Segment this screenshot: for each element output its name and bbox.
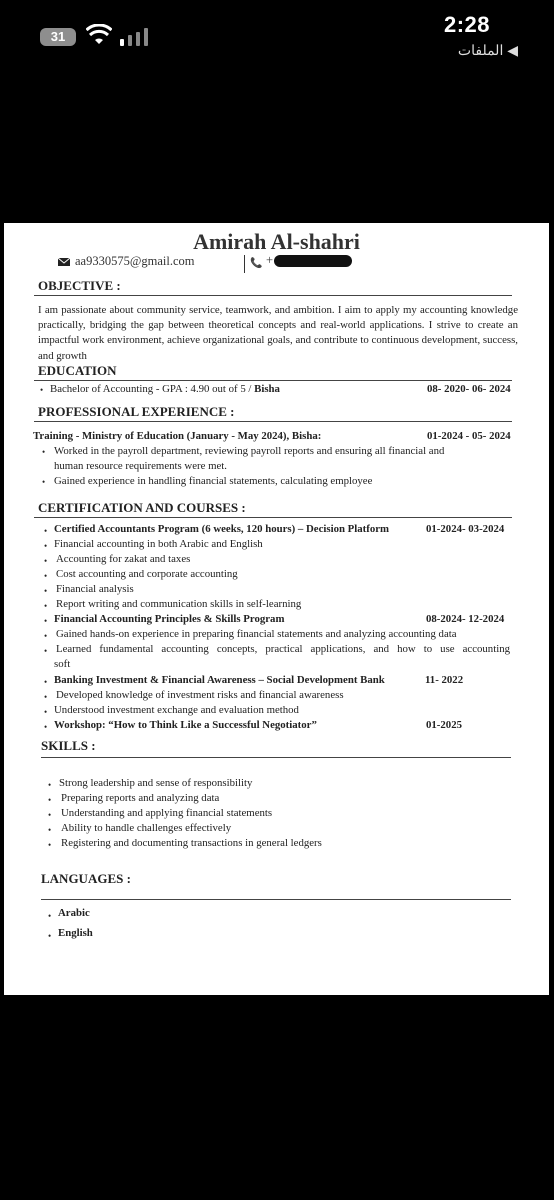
course-2-item-cont: soft xyxy=(54,658,71,670)
course-3-item: Understood investment exchange and evaluation method xyxy=(54,704,299,716)
experience-title: Training - Ministry of Education (January - May 2024), Bisha: xyxy=(33,430,322,442)
resume-name: Amirah Al-shahri xyxy=(193,229,360,254)
viewer-background xyxy=(0,995,554,1200)
languages-heading: LANGUAGES : xyxy=(41,871,131,886)
bullet: • xyxy=(44,677,48,687)
course-3-item: Developed knowledge of investment risks and financial awareness xyxy=(56,689,344,701)
experience-bullet-1: Worked in the payroll department, reviewing payroll reports and ensuring all financial and xyxy=(54,445,445,457)
course-4-date: 01-2025 xyxy=(426,719,462,731)
language-item: English xyxy=(58,927,93,939)
experience-date: 01-2024 - 05- 2024 xyxy=(427,430,511,442)
skill-item: Preparing reports and analyzing data xyxy=(61,792,220,804)
objective-heading: OBJECTIVE : xyxy=(38,278,121,293)
cellular-signal-icon xyxy=(120,28,150,46)
bullet: • xyxy=(44,541,48,551)
contact-divider xyxy=(244,255,245,273)
wifi-icon xyxy=(86,24,112,46)
bullet: • xyxy=(44,571,48,581)
course-2-date: 08-2024- 12-2024 xyxy=(426,613,505,625)
education-heading: EDUCATION xyxy=(38,363,117,378)
email-address[interactable]: aa9330575@gmail.com xyxy=(75,254,195,268)
bullet: • xyxy=(44,707,48,717)
bullet: • xyxy=(48,810,52,820)
bullet: • xyxy=(48,780,52,790)
objective-rule xyxy=(34,295,512,296)
certifications-rule xyxy=(34,517,512,518)
clock: 2:28 xyxy=(443,12,490,37)
resume-document xyxy=(4,223,549,995)
skill-item: Understanding and applying financial statements xyxy=(61,807,273,819)
bullet: • xyxy=(42,477,46,487)
redacted-phone-number xyxy=(274,255,352,267)
phone-prefix: + xyxy=(266,253,274,267)
bullet: • xyxy=(40,385,44,395)
experience-rule xyxy=(34,421,512,422)
education-date: 08- 2020- 06- 2024 xyxy=(427,383,511,395)
mail-icon xyxy=(58,258,70,266)
course-2-title: Financial Accounting Principles & Skills Program xyxy=(54,613,285,625)
skill-item: Strong leadership and sense of responsibility xyxy=(59,777,253,789)
status-bar xyxy=(0,0,554,70)
course-1-item: Report writing and communication skills in self-learning xyxy=(56,598,302,610)
battery-indicator: 31 xyxy=(40,28,76,46)
bullet: • xyxy=(42,447,46,457)
bullet: • xyxy=(44,556,48,566)
language-item: Arabic xyxy=(58,907,90,919)
bullet: • xyxy=(48,825,52,835)
back-to-files-link[interactable]: ◀ الملفات xyxy=(457,42,518,58)
education-rule xyxy=(34,380,512,381)
bullet: • xyxy=(44,646,48,656)
course-1-item: Cost accounting and corporate accounting xyxy=(56,568,238,580)
course-2-item: Gained hands-on experience in preparing financial statements and analyzing accounting data xyxy=(56,628,457,640)
experience-bullet-1-cont: human resource requirements were met. xyxy=(54,460,227,472)
bullet: • xyxy=(48,840,52,850)
skill-item: Registering and documenting transactions in general ledgers xyxy=(61,837,322,849)
course-1-title: Certified Accountants Program (6 weeks, 120 hours) – Decision Platform xyxy=(54,523,390,535)
bullet: • xyxy=(44,616,48,626)
phone-icon: 📞 xyxy=(250,258,263,269)
course-1-date: 01-2024- 03-2024 xyxy=(426,523,505,535)
experience-bullet-2: Gained experience in handling financial statements, calculating employee xyxy=(54,475,373,487)
course-4-title: Workshop: “How to Think Like a Successful Negotiator” xyxy=(54,719,317,731)
bullet: • xyxy=(48,931,52,941)
objective-text: I am passionate about community service, teamwork, and ambition. I aim to apply my accounting knowledge practically, bridging the gap between theoretical concepts and real-world applications. I strive to create an impactful work environment, achieve organizational goals, and contribute to continuous development, success, and growth xyxy=(38,304,518,362)
bullet: • xyxy=(44,601,48,611)
experience-heading: PROFESSIONAL EXPERIENCE : xyxy=(38,404,235,419)
course-2-item: Learned fundamental accounting concepts, practical applications, and how to use accounting xyxy=(56,643,510,655)
course-3-date: 11- 2022 xyxy=(425,674,464,686)
course-1-item: Accounting for zakat and taxes xyxy=(56,553,191,565)
bullet: • xyxy=(44,722,48,732)
bullet: • xyxy=(44,631,48,641)
course-3-title: Banking Investment & Financial Awareness – Social Development Bank xyxy=(54,674,385,686)
certifications-heading: CERTIFICATION AND COURSES : xyxy=(38,500,246,515)
course-1-item: Financial analysis xyxy=(56,583,134,595)
bullet: • xyxy=(44,586,48,596)
skills-heading: SKILLS : xyxy=(41,738,96,753)
education-item: Bachelor of Accounting - GPA : 4.90 out of 5 / Bisha xyxy=(50,383,280,395)
languages-rule xyxy=(41,899,511,900)
bullet: • xyxy=(48,911,52,921)
bullet: • xyxy=(48,795,52,805)
bullet: • xyxy=(44,526,48,536)
skill-item: Ability to handle challenges effectively xyxy=(61,822,232,834)
skills-rule xyxy=(41,757,511,758)
course-1-item: Financial accounting in both Arabic and English xyxy=(54,538,263,550)
bullet: • xyxy=(44,692,48,702)
